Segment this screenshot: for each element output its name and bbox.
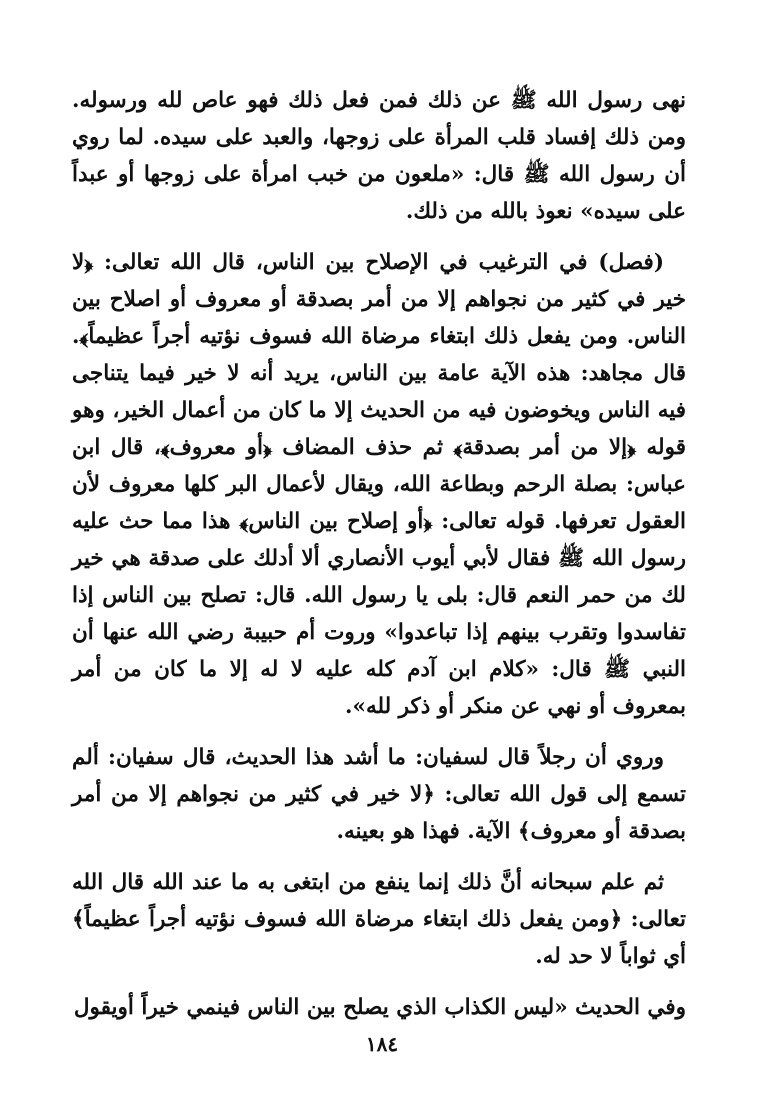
paragraph-4: ثم علم سبحانه أنَّ ذلك إنما ينفع من ابتغى به ما عند الله قال الله تعالى: ﴿ومن يفعل ذلك ابتغاء مرضاة الله فسوف نؤتيه أجراً عظيماً﴾ أي ثواباً لا حد له. — [72, 870, 686, 969]
paragraph-2: (فصل) في الترغيب في الإصلاح بين الناس، قال الله تعالى: ﴿لا خير في كثير من نجواهم إلا من أمر بصدقة أو معروف أو اصلاح بين الناس. ومن يفعل ذلك ابتغاء مرضاة الله فسوف نؤتيه أجراً عظيماً﴾. قال مجاهد: هذه الآية عامة بين الناس، يريد أنه لا خير فيما يتناجى فيه الناس ويخوضون فيه من الحديث إلا ما كان من أعمال الخير، وهو قوله ﴿إلا من أمر بصدقة﴾ ثم حذف المضاف ﴿أو معروف﴾، قال ابن عباس: بصلة الرحم وبطاعة الله، ويقال لأعمال البر كلها معروف لأن العقول تعرفها. قوله تعالى: ﴿أو إصلاح بين الناس﴾ هذا مما حث عليه رسول الله ﷺ فقال لأبي أيوب الأنصاري ألا أدلك على صدقة هي خير لك من حمر النعم قال: بلى يا رسول الله. قال: تصلح بين الناس إذا تفاسدوا وتقرب بينهم إذا تباعدوا» وروت أم حبيبة رضي الله عنها أن النبي ﷺ قال: «كلام ابن آدم كله عليه لا له إلا ما كان من أمر بمعروف أو نهي عن منكر أو ذكر لله». — [72, 250, 686, 719]
page-number: ١٨٤ — [365, 1032, 399, 1056]
paragraph-5: وفي الحديث «ليس الكذاب الذي يصلح بين الناس فينمي خيراً أويقول — [73, 995, 686, 1020]
paragraph-3: وروي أن رجلاً قال لسفيان: ما أشد هذا الحديث، قال سفيان: ألم تسمع إلى قول الله تعالى: ﴿لا خير في كثير من نجواهم إلا من أمر بصدقة أو معروف﴾ الآية. فهذا هو بعينه. — [72, 745, 686, 844]
text-column — [72, 82, 686, 1026]
paragraph-1: نهى رسول الله ﷺ عن ذلك فمن فعل ذلك فهو عاص لله ورسوله. ومن ذلك إفساد قلب المرأة على زوجها، والعبد على سيده. لما روي أن رسول الله ﷺ قال: «ملعون من خبب امرأة على زوجها أو عبداً على سيده» نعوذ بالله من ذلك. — [72, 88, 686, 224]
